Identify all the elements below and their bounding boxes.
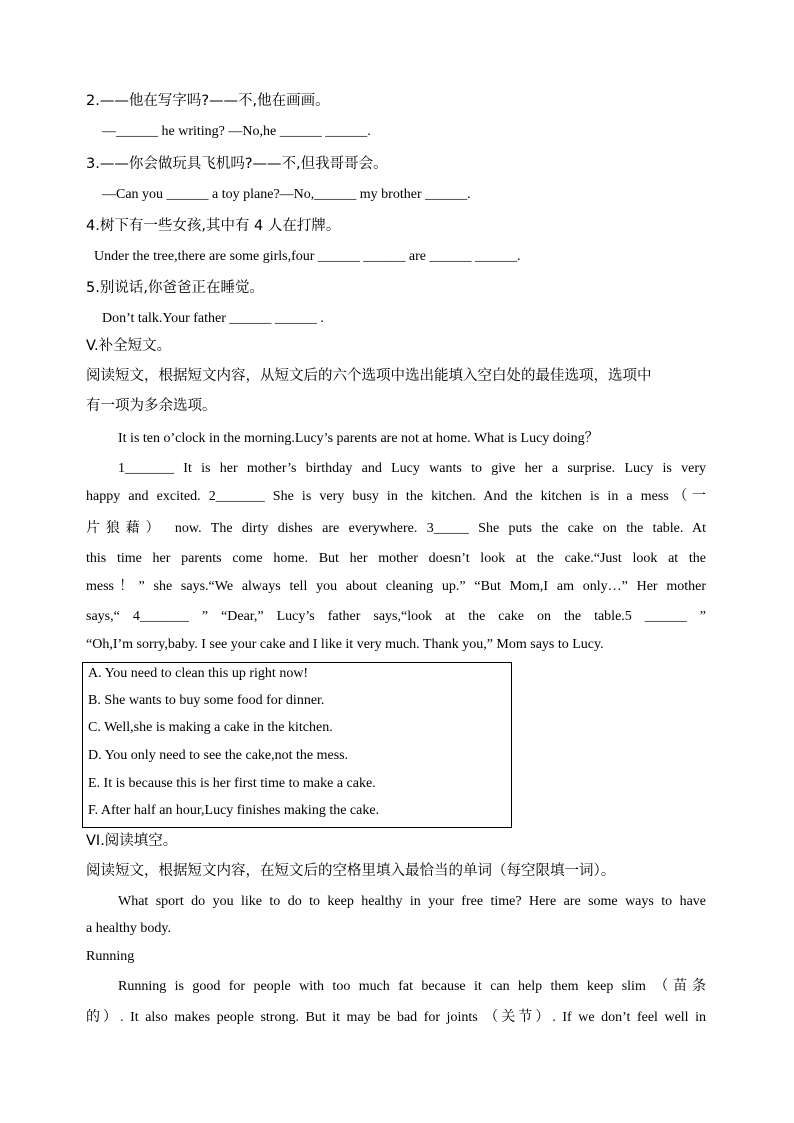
section-6-subheading: Running xyxy=(86,949,135,964)
passage-line: 的）. It also makes people strong. But it may be bad for joints （关节）. If we don’t feel well in xyxy=(86,1010,706,1025)
question-3-english: —Can you ______ a toy plane?—No,______ my brother ______. xyxy=(102,187,471,202)
question-3-chinese: 3.——你会做玩具飞机吗?——不,但我哥哥会。 xyxy=(86,156,388,172)
option-d: D. You only need to see the cake,not the mess. xyxy=(88,748,349,763)
section-5-instruction: 阅读短文，根据短文内容，从短文后的六个选项中选出能填入空白处的最佳选项，选项中 xyxy=(86,368,652,384)
section-6-instruction: 阅读短文，根据短文内容，在短文后的空格里填入最恰当的单词（每空限填一词）。 xyxy=(86,863,616,879)
question-4-english: Under the tree,there are some girls,four ______ ______ are ______ ______. xyxy=(94,249,521,264)
question-2-chinese: 2.——他在写字吗?——不,他在画画。 xyxy=(86,93,330,109)
passage-line: What sport do you like to do to keep healthy in your free time? Here are some ways to have xyxy=(118,894,706,909)
option-c: C. Well,she is making a cake in the kitchen. xyxy=(88,720,333,735)
option-e: E. It is because this is her first time to make a cake. xyxy=(88,776,376,791)
section-5-instruction-cont: 有一项为多余选项。 xyxy=(86,398,217,414)
option-a: A. You need to clean this up right now! xyxy=(88,666,309,681)
question-2-english: —______ he writing? —No,he ______ ______. xyxy=(102,124,371,139)
question-4-chinese: 4.树下有一些女孩,其中有 4 人在打牌。 xyxy=(86,218,341,234)
passage-line: It is ten o’clock in the morning.Lucy’s parents are not at home. What is Lucy doing？ xyxy=(118,431,599,446)
option-f: F. After half an hour,Lucy finishes making the cake. xyxy=(88,803,380,818)
question-5-english: Don’t talk.Your father ______ ______ . xyxy=(102,311,324,326)
passage-line: 1_______ It is her mother’s birthday and Lucy wants to give her a surprise. Lucy is very xyxy=(118,461,706,476)
option-b: B. She wants to buy some food for dinner. xyxy=(88,693,325,708)
passage-line: a healthy body. xyxy=(86,921,172,936)
passage-line: happy and excited. 2_______ She is very busy in the kitchen. And the kitchen is in a mess（一 xyxy=(86,489,706,504)
passage-line: this time her parents come home. But her mother doesn’t look at the cake.“Just look at the xyxy=(86,551,706,566)
question-5-chinese: 5.别说话,你爸爸正在睡觉。 xyxy=(86,280,264,296)
passage-line: mess！” she says.“We always tell you about cleaning up.” “But Mom,I am only…” Her mother xyxy=(86,579,706,594)
passage-line: “Oh,I’m sorry,baby. I see your cake and I like it very much. Thank you,” Mom says to Lucy. xyxy=(86,637,604,652)
section-6-heading: VI.阅读填空。 xyxy=(86,833,178,849)
passage-line: says,“ 4_______ ” “Dear,” Lucy’s father says,“look at the cake on the table.5 ______ ” xyxy=(86,609,706,624)
section-5-heading: V.补全短文。 xyxy=(86,338,172,354)
passage-line: Running is good for people with too much fat because it can help them keep slim （苗条 xyxy=(118,979,706,994)
passage-line: 片狼藉） now. The dirty dishes are everywhere. 3_____ She puts the cake on the table. At xyxy=(86,521,706,536)
